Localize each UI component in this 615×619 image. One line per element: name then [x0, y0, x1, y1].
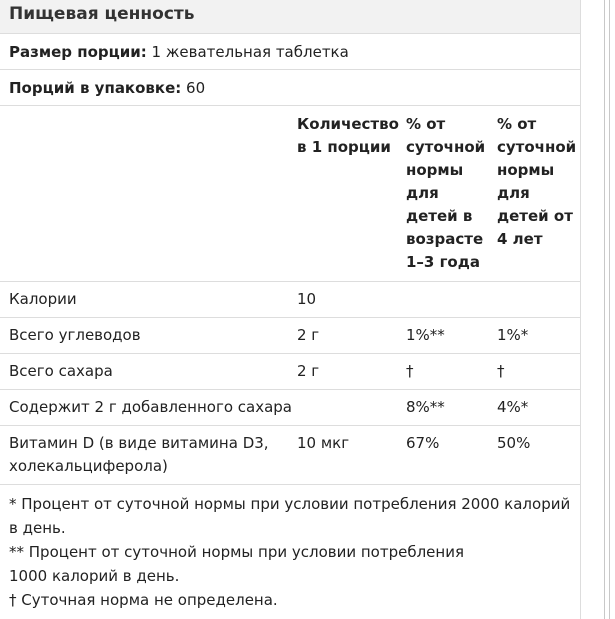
scrollbar-track[interactable]: [604, 0, 610, 619]
servings-value: 60: [181, 79, 206, 97]
header-nutrient: [0, 106, 297, 282]
nutrient-amount: 10 мкг: [297, 426, 406, 485]
servings-label: Порций в упаковке:: [9, 79, 182, 97]
table-row: [0, 318, 580, 354]
footnote-line: в день.: [9, 519, 66, 537]
table-row: [0, 282, 580, 318]
header-amount: Количество в 1 порции: [297, 106, 406, 282]
nutrient-name: Всего сахара: [0, 354, 297, 390]
table-header-row: [0, 106, 580, 282]
table-row: [0, 390, 580, 426]
panel-title: Пищевая ценность: [0, 0, 580, 34]
nutrient-dv-1: 67%: [406, 426, 497, 485]
footnotes: [0, 485, 580, 612]
nutrient-name: Содержит 2 г добавленного сахара: [0, 390, 406, 426]
nutrient-name: Калории: [0, 282, 297, 318]
nutrition-table: [0, 106, 580, 485]
header-dv-children-4-plus: % от суточной нормы для детей от 4 лет: [497, 106, 580, 282]
serving-size-label: Размер порции:: [9, 43, 147, 61]
nutrient-dv-2: 4%*: [497, 390, 580, 426]
footnote-line: 1000 калорий в день.: [9, 567, 180, 585]
footnote-line: ** Процент от суточной нормы при условии потребления: [9, 543, 464, 561]
nutrient-amount: 2 г: [297, 354, 406, 390]
nutrient-dv-1: 1%**: [406, 318, 497, 354]
nutrient-name: Всего углеводов: [0, 318, 297, 354]
nutrient-name: Витамин D (в виде витамина D3, холекальциферола): [0, 426, 297, 485]
header-dv-children-1-3: % от суточной нормы для детей в возрасте 1–3 года: [406, 106, 497, 282]
nutrient-dv-2: †: [497, 354, 580, 390]
nutrient-dv-2: [497, 282, 580, 318]
serving-size-row: [0, 34, 580, 70]
footnote-line: * Процент от суточной нормы при условии потребления 2000 калорий: [9, 495, 571, 513]
serving-size-value: 1 жевательная таблетка: [146, 43, 349, 61]
nutrient-dv-1: [406, 282, 497, 318]
nutrient-amount: 2 г: [297, 318, 406, 354]
nutrient-dv-1: †: [406, 354, 497, 390]
servings-per-container-row: [0, 70, 580, 106]
nutrient-amount: 10: [297, 282, 406, 318]
footnote-line: † Суточная норма не определена.: [9, 591, 278, 609]
nutrient-dv-1: 8%**: [406, 390, 497, 426]
table-row: [0, 426, 580, 485]
table-row: [0, 354, 580, 390]
nutrient-dv-2: 1%*: [497, 318, 580, 354]
nutrient-dv-2: 50%: [497, 426, 580, 485]
